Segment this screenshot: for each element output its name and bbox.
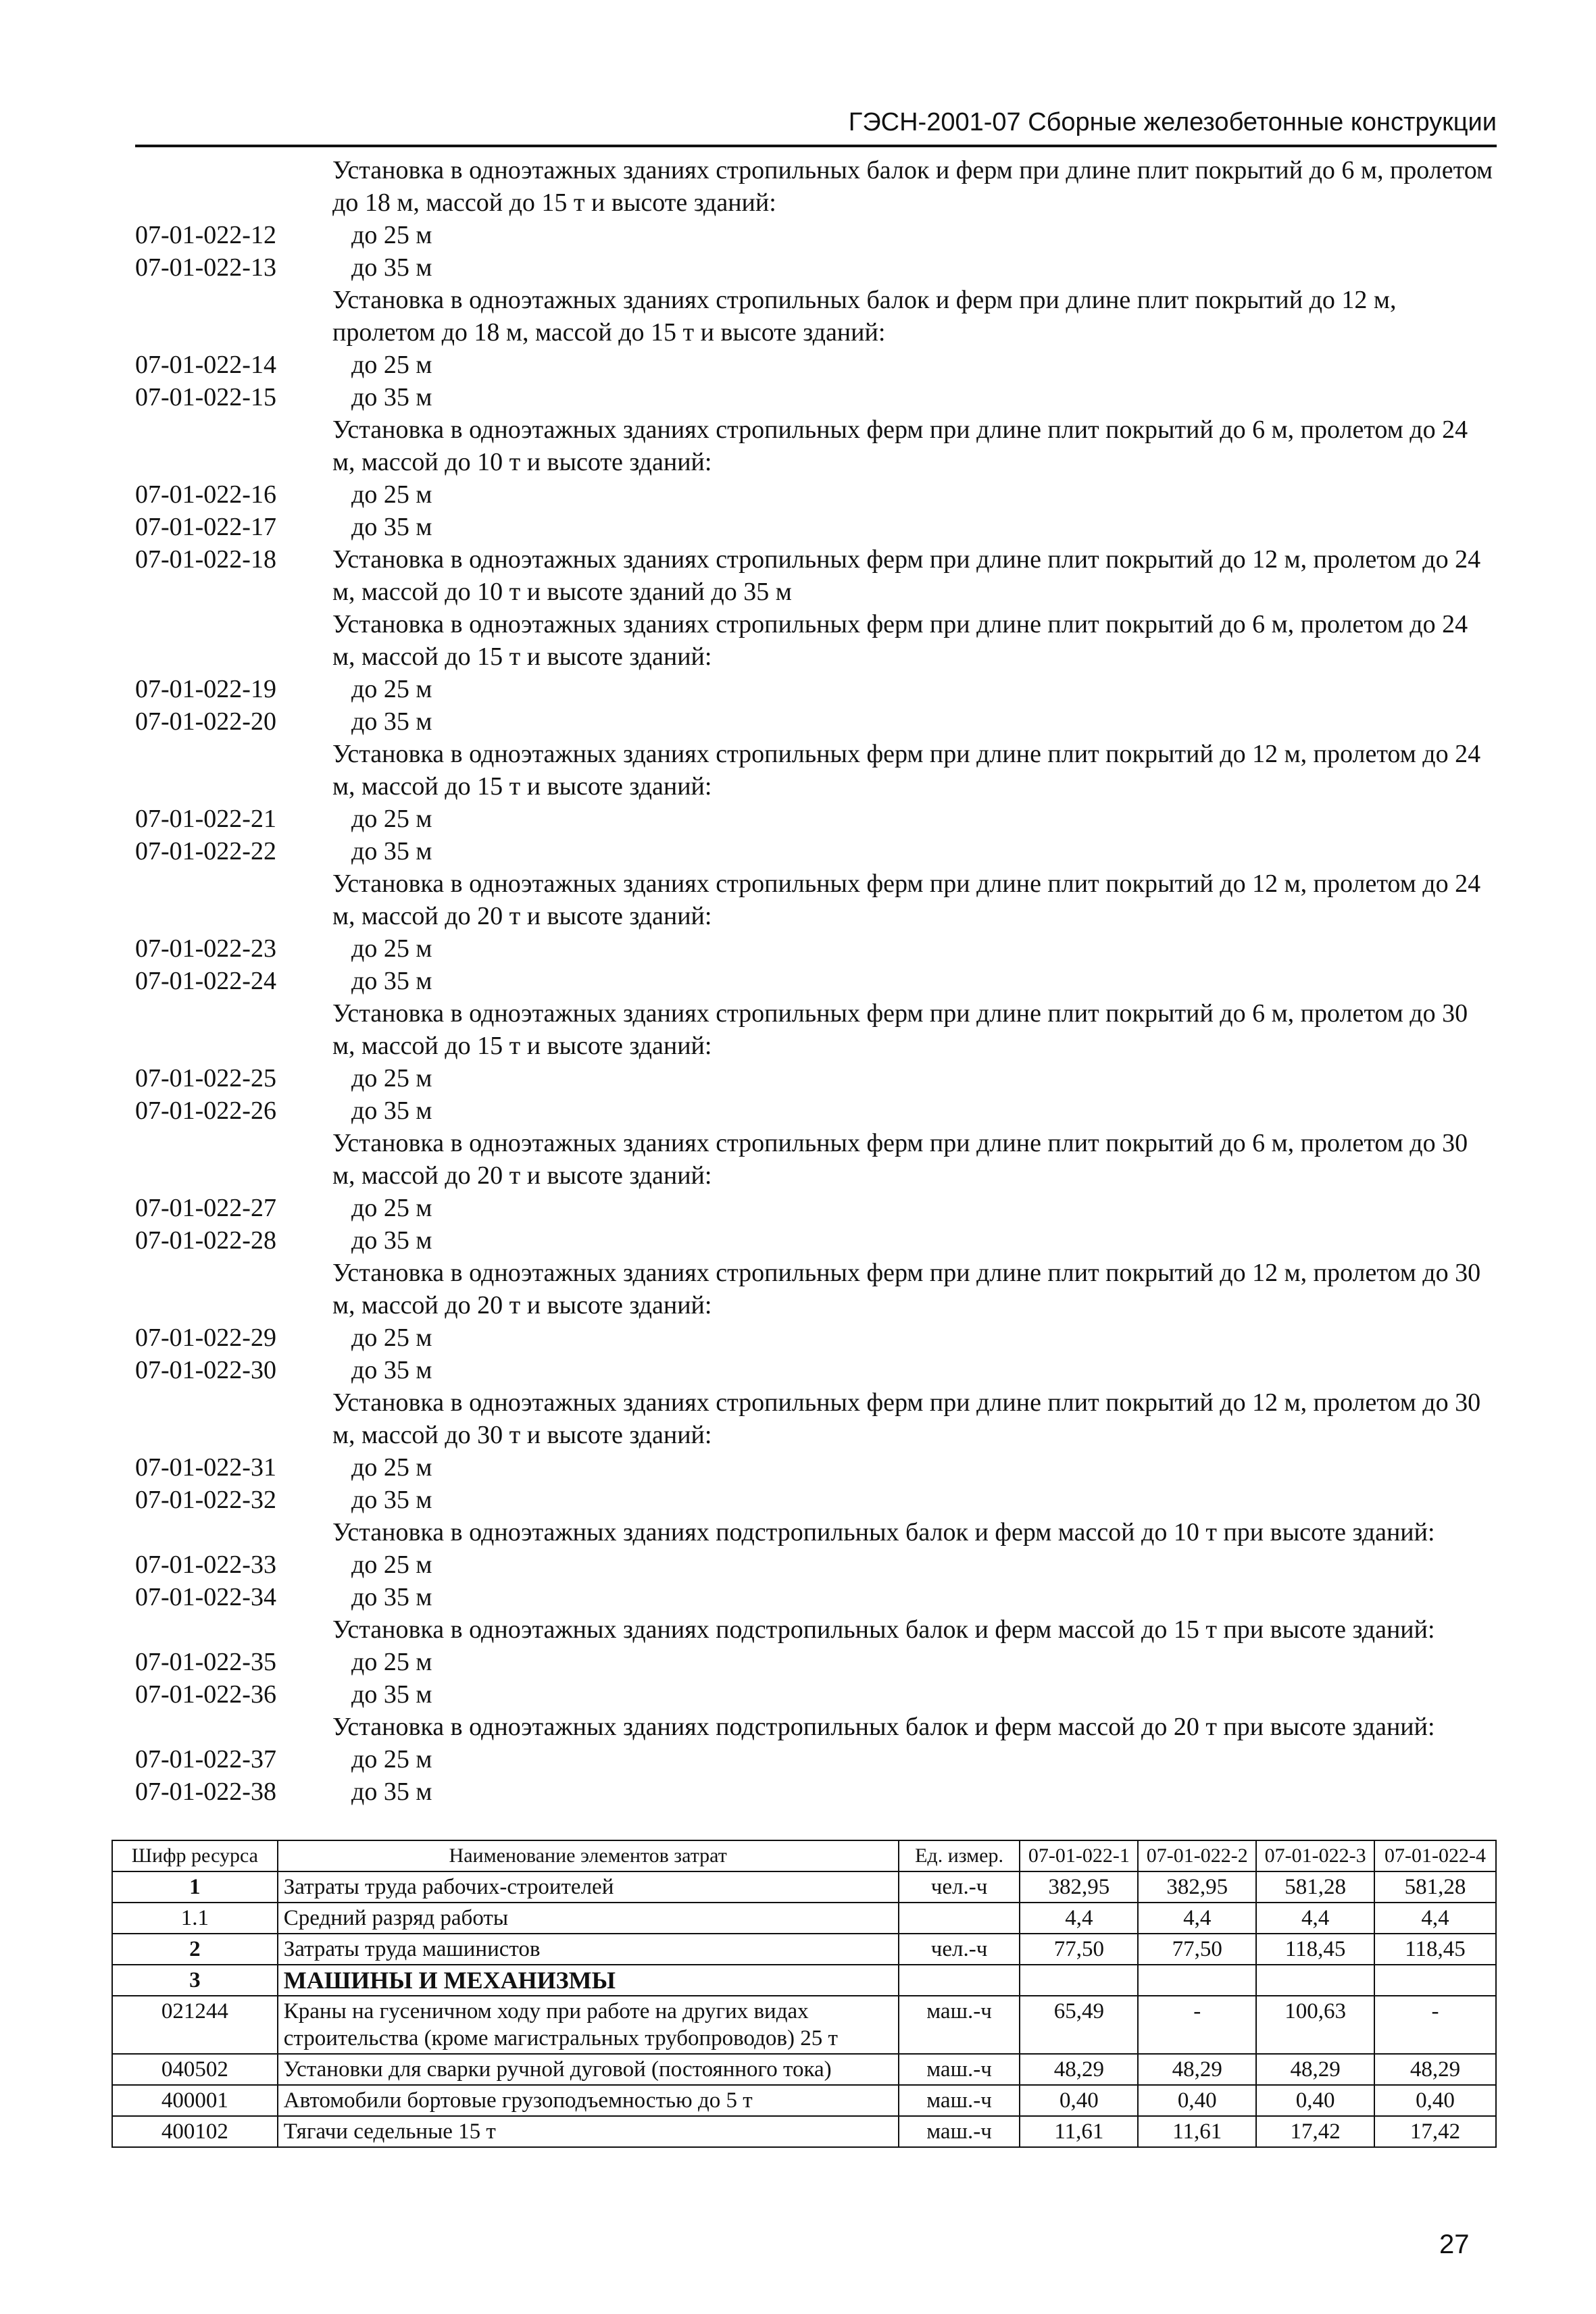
- norm-description: до 25 м: [351, 675, 432, 703]
- norm-code: 07-01-022-34: [135, 1583, 276, 1611]
- norm-item: [135, 1743, 1497, 1776]
- resource-code-cell: 1.1: [112, 1903, 278, 1934]
- norm-code: 07-01-022-19: [135, 675, 276, 703]
- norm-description: Установка в одноэтажных зданиях стропильных ферм при длине плит покрытий до 12 м, пролетом до 30 м, массой до 30 т и высоте зданий:: [332, 1388, 1481, 1449]
- norm-code: 07-01-022-32: [135, 1486, 276, 1514]
- norm-item: [135, 349, 1497, 381]
- norm-code: [135, 608, 332, 673]
- norm-item: [135, 284, 1497, 349]
- value-cell: 382,95: [1138, 1871, 1256, 1903]
- norm-description: до 35 м: [351, 707, 432, 736]
- norm-description: до 35 м: [351, 513, 432, 541]
- norm-description: Установка в одноэтажных зданиях подстропильных балок и ферм массой до 10 т при высоте зданий:: [332, 1518, 1435, 1546]
- norm-code: 07-01-022-24: [135, 967, 276, 995]
- norm-code: 07-01-022-20: [135, 707, 276, 736]
- norm-code: 07-01-022-12: [135, 221, 276, 249]
- norm-code: 07-01-022-36: [135, 1680, 276, 1709]
- value-cell: 11,61: [1138, 2116, 1256, 2147]
- table-row: [112, 2116, 1496, 2147]
- value-cell: 100,63: [1256, 1996, 1374, 2054]
- norm-code: 07-01-022-16: [135, 480, 276, 509]
- norm-description: до 25 м: [351, 805, 432, 833]
- norm-item: [135, 478, 1497, 511]
- running-header: ГЭСН-2001-07 Сборные железобетонные конструкции: [848, 108, 1497, 136]
- norm-description: до 35 м: [351, 1583, 432, 1611]
- norm-item: [135, 1646, 1497, 1678]
- value-cell: 48,29: [1020, 2054, 1138, 2085]
- norm-item: [135, 803, 1497, 835]
- norm-code: 07-01-022-22: [135, 837, 276, 865]
- table-row: [112, 1996, 1496, 2054]
- norm-code: 07-01-022-18: [135, 545, 276, 574]
- resource-code-cell: 2: [112, 1934, 278, 1965]
- resource-name-cell: Затраты труда рабочих-строителей: [278, 1871, 899, 1903]
- norm-code: [135, 154, 332, 219]
- resource-name-cell: Автомобили бортовые грузоподъемностью до 5 т: [278, 2085, 899, 2116]
- norm-item: [135, 543, 1497, 608]
- norm-code: [135, 1613, 332, 1646]
- value-cell: 17,42: [1374, 2116, 1496, 2147]
- norm-code: 07-01-022-30: [135, 1356, 276, 1384]
- table-row: [112, 2054, 1496, 2085]
- norm-description: Установка в одноэтажных зданиях стропильных ферм при длине плит покрытий до 12 м, пролетом до 24 м, массой до 10 т и высоте зданий до 35 м: [332, 545, 1481, 606]
- norm-item: [135, 381, 1497, 413]
- value-cell: [1138, 1965, 1256, 1996]
- resource-name-cell: Средний разряд работы: [278, 1903, 899, 1934]
- norm-code: 07-01-022-25: [135, 1064, 276, 1092]
- norm-description: до 25 м: [351, 934, 432, 963]
- value-cell: 48,29: [1256, 2054, 1374, 2085]
- norm-description: до 25 м: [351, 1648, 432, 1676]
- value-cell: 118,45: [1374, 1934, 1496, 1965]
- resource-table-header: [112, 1840, 1496, 1871]
- norm-description: Установка в одноэтажных зданиях стропильных ферм при длине плит покрытий до 6 м, пролетом до 24 м, массой до 10 т и высоте зданий:: [332, 416, 1468, 476]
- norm-item: [135, 251, 1497, 284]
- value-cell: 4,4: [1020, 1903, 1138, 1934]
- norm-item: [135, 867, 1497, 932]
- resource-code-cell: 1: [112, 1871, 278, 1903]
- value-cell: 118,45: [1256, 1934, 1374, 1965]
- col-header-022-3: 07-01-022-3: [1256, 1840, 1374, 1871]
- norm-item: [135, 608, 1497, 673]
- norm-description: до 35 м: [351, 1226, 432, 1255]
- norm-description: до 35 м: [351, 1778, 432, 1806]
- unit-cell: [899, 1903, 1020, 1934]
- norm-code: 07-01-022-28: [135, 1226, 276, 1255]
- norm-description: до 25 м: [351, 1324, 432, 1352]
- norm-item: [135, 1095, 1497, 1127]
- norm-item: [135, 1581, 1497, 1613]
- norm-description: до 35 м: [351, 383, 432, 411]
- col-header-code: Шифр ресурса: [112, 1840, 278, 1871]
- norm-item: [135, 965, 1497, 997]
- norm-code: 07-01-022-15: [135, 383, 276, 411]
- norm-item: [135, 932, 1497, 965]
- norm-code: 07-01-022-37: [135, 1745, 276, 1774]
- norm-description: до 25 м: [351, 351, 432, 379]
- norm-code: 07-01-022-38: [135, 1778, 276, 1806]
- resource-code-cell: 040502: [112, 2054, 278, 2085]
- norm-code: 07-01-022-17: [135, 513, 276, 541]
- norm-code: [135, 1127, 332, 1192]
- norm-description: Установка в одноэтажных зданиях стропильных ферм при длине плит покрытий до 6 м, пролетом до 30 м, массой до 20 т и высоте зданий:: [332, 1129, 1468, 1190]
- norm-code: 07-01-022-29: [135, 1324, 276, 1352]
- value-cell: 0,40: [1256, 2085, 1374, 2116]
- value-cell: 0,40: [1020, 2085, 1138, 2116]
- norm-description: до 25 м: [351, 221, 432, 249]
- unit-cell: маш.-ч: [899, 2085, 1020, 2116]
- norm-items-list: [135, 154, 1497, 1808]
- norm-description: до 25 м: [351, 1551, 432, 1579]
- value-cell: [1256, 1965, 1374, 1996]
- value-cell: 17,42: [1256, 2116, 1374, 2147]
- norm-code: [135, 867, 332, 932]
- norm-description: до 25 м: [351, 480, 432, 509]
- norm-item: [135, 511, 1497, 543]
- resource-name-cell: МАШИНЫ И МЕХАНИЗМЫ: [278, 1965, 899, 1996]
- norm-code: [135, 413, 332, 478]
- norm-description: Установка в одноэтажных зданиях стропильных ферм при длине плит покрытий до 12 м, пролетом до 24 м, массой до 15 т и высоте зданий:: [332, 740, 1481, 801]
- norm-description: до 25 м: [351, 1745, 432, 1774]
- value-cell: -: [1374, 1996, 1496, 2054]
- norm-description: до 35 м: [351, 253, 432, 282]
- norm-description: Установка в одноэтажных зданиях стропильных ферм при длине плит покрытий до 6 м, пролетом до 30 м, массой до 15 т и высоте зданий:: [332, 999, 1468, 1060]
- unit-cell: чел.-ч: [899, 1934, 1020, 1965]
- norm-description: до 25 м: [351, 1194, 432, 1222]
- resource-code-cell: 400102: [112, 2116, 278, 2147]
- norm-item: [135, 835, 1497, 867]
- resource-table: [111, 1840, 1497, 2148]
- norm-item: [135, 1192, 1497, 1224]
- table-row: [112, 1965, 1496, 1996]
- value-cell: 4,4: [1256, 1903, 1374, 1934]
- unit-cell: [899, 1965, 1020, 1996]
- norm-code: [135, 997, 332, 1062]
- norm-code: [135, 284, 332, 349]
- table-row: [112, 1934, 1496, 1965]
- norm-item: [135, 1516, 1497, 1549]
- norm-code: 07-01-022-33: [135, 1551, 276, 1579]
- resource-name-cell: Краны на гусеничном ходу при работе на других видах строительства (кроме магистральных трубопроводов) 25 т: [278, 1996, 899, 2054]
- col-header-name: Наименование элементов затрат: [278, 1840, 899, 1871]
- value-cell: 0,40: [1374, 2085, 1496, 2116]
- unit-cell: маш.-ч: [899, 1996, 1020, 2054]
- norm-code: 07-01-022-21: [135, 805, 276, 833]
- table-row: [112, 2085, 1496, 2116]
- norm-item: [135, 1776, 1497, 1808]
- value-cell: 11,61: [1020, 2116, 1138, 2147]
- norm-description: до 35 м: [351, 967, 432, 995]
- norm-code: [135, 1386, 332, 1451]
- norm-description: Установка в одноэтажных зданиях стропильных ферм при длине плит покрытий до 6 м, пролетом до 24 м, массой до 15 т и высоте зданий:: [332, 610, 1468, 671]
- norm-code: 07-01-022-26: [135, 1097, 276, 1125]
- norm-code: [135, 1257, 332, 1322]
- norm-item: [135, 219, 1497, 251]
- norm-item: [135, 1322, 1497, 1354]
- norm-item: [135, 1354, 1497, 1386]
- value-cell: 65,49: [1020, 1996, 1138, 2054]
- norm-code: 07-01-022-35: [135, 1648, 276, 1676]
- norm-item: [135, 705, 1497, 738]
- value-cell: 77,50: [1138, 1934, 1256, 1965]
- col-header-unit: Ед. измер.: [899, 1840, 1020, 1871]
- resource-code-cell: 021244: [112, 1996, 278, 2054]
- norm-item: [135, 997, 1497, 1062]
- resource-name-cell: Затраты труда машинистов: [278, 1934, 899, 1965]
- norm-item: [135, 738, 1497, 803]
- page-number: 27: [1439, 2230, 1470, 2259]
- norm-description: Установка в одноэтажных зданиях стропильных балок и ферм при длине плит покрытий до 12 м, пролетом до 18 м, массой до 15 т и высоте зданий:: [332, 286, 1397, 347]
- resource-name-cell: Установки для сварки ручной дуговой (постоянного тока): [278, 2054, 899, 2085]
- norm-description: до 25 м: [351, 1453, 432, 1482]
- norm-item: [135, 1224, 1497, 1257]
- norm-code: 07-01-022-23: [135, 934, 276, 963]
- value-cell: 0,40: [1138, 2085, 1256, 2116]
- resource-code-cell: 400001: [112, 2085, 278, 2116]
- norm-code: 07-01-022-31: [135, 1453, 276, 1482]
- norm-description: до 35 м: [351, 1680, 432, 1709]
- norm-description: Установка в одноэтажных зданиях стропильных балок и ферм при длине плит покрытий до 6 м, пролетом до 18 м, массой до 15 т и высоте зданий:: [332, 156, 1493, 217]
- value-cell: 382,95: [1020, 1871, 1138, 1903]
- norm-description: Установка в одноэтажных зданиях стропильных ферм при длине плит покрытий до 12 м, пролетом до 24 м, массой до 20 т и высоте зданий:: [332, 870, 1481, 930]
- norm-item: [135, 1257, 1497, 1322]
- col-header-022-4: 07-01-022-4: [1374, 1840, 1496, 1871]
- norm-item: [135, 1127, 1497, 1192]
- value-cell: 48,29: [1138, 2054, 1256, 2085]
- value-cell: 581,28: [1374, 1871, 1496, 1903]
- norm-description: Установка в одноэтажных зданиях стропильных ферм при длине плит покрытий до 12 м, пролетом до 30 м, массой до 20 т и высоте зданий:: [332, 1259, 1481, 1319]
- norm-item: [135, 1613, 1497, 1646]
- unit-cell: маш.-ч: [899, 2054, 1020, 2085]
- value-cell: 581,28: [1256, 1871, 1374, 1903]
- table-row: [112, 1903, 1496, 1934]
- value-cell: 4,4: [1138, 1903, 1256, 1934]
- norm-item: [135, 673, 1497, 705]
- value-cell: 77,50: [1020, 1934, 1138, 1965]
- norm-item: [135, 1062, 1497, 1095]
- norm-description: до 35 м: [351, 1097, 432, 1125]
- norm-item: [135, 413, 1497, 478]
- col-header-022-1: 07-01-022-1: [1020, 1840, 1138, 1871]
- norm-code: 07-01-022-14: [135, 351, 276, 379]
- header-rule: [135, 145, 1497, 147]
- resource-name-cell: Тягачи седельные 15 т: [278, 2116, 899, 2147]
- value-cell: [1020, 1965, 1138, 1996]
- norm-item: [135, 1484, 1497, 1516]
- norm-item: [135, 1711, 1497, 1743]
- unit-cell: маш.-ч: [899, 2116, 1020, 2147]
- norm-item: [135, 1451, 1497, 1484]
- norm-item: [135, 1549, 1497, 1581]
- norm-code: 07-01-022-13: [135, 253, 276, 282]
- norm-code: [135, 738, 332, 803]
- value-cell: [1374, 1965, 1496, 1996]
- value-cell: -: [1138, 1996, 1256, 2054]
- norm-code: [135, 1711, 332, 1743]
- unit-cell: чел.-ч: [899, 1871, 1020, 1903]
- norm-description: до 35 м: [351, 837, 432, 865]
- norm-item: [135, 1386, 1497, 1451]
- norm-description: до 35 м: [351, 1486, 432, 1514]
- norm-item: [135, 154, 1497, 219]
- value-cell: 4,4: [1374, 1903, 1496, 1934]
- norm-code: 07-01-022-27: [135, 1194, 276, 1222]
- table-row: [112, 1871, 1496, 1903]
- norm-item: [135, 1678, 1497, 1711]
- norm-description: Установка в одноэтажных зданиях подстропильных балок и ферм массой до 15 т при высоте зданий:: [332, 1615, 1435, 1644]
- norm-description: Установка в одноэтажных зданиях подстропильных балок и ферм массой до 20 т при высоте зданий:: [332, 1713, 1435, 1741]
- value-cell: 48,29: [1374, 2054, 1496, 2085]
- norm-code: [135, 1516, 332, 1549]
- col-header-022-2: 07-01-022-2: [1138, 1840, 1256, 1871]
- resource-code-cell: 3: [112, 1965, 278, 1996]
- norm-description: до 35 м: [351, 1356, 432, 1384]
- norm-description: до 25 м: [351, 1064, 432, 1092]
